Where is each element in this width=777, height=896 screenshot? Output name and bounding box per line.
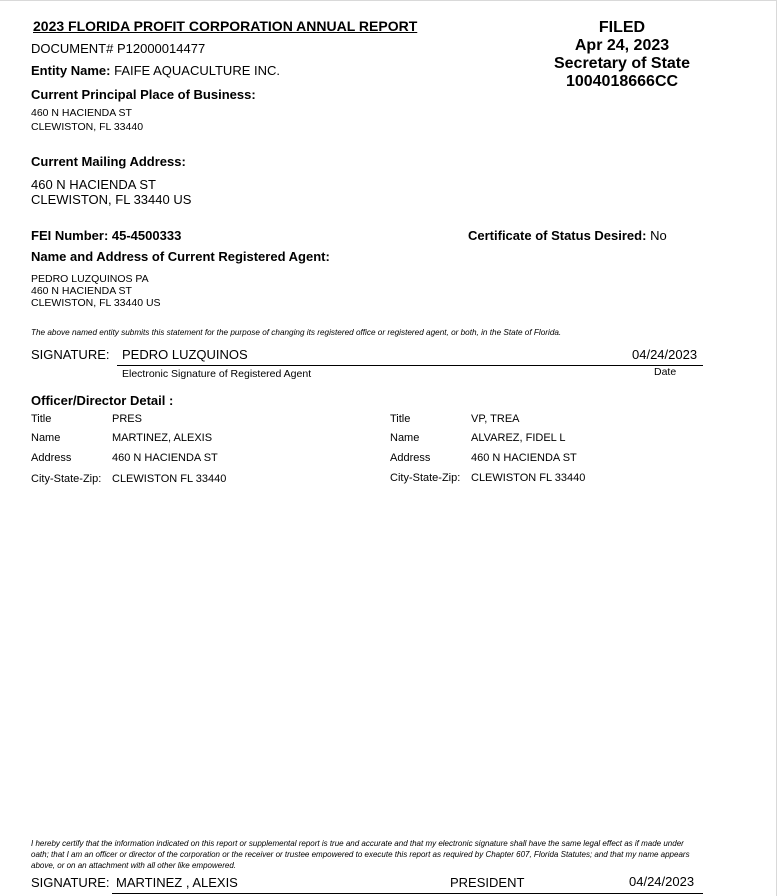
officer-1-csz: CLEWISTON FL 33440 — [112, 473, 227, 485]
agent-signature-date: 04/24/2023 — [632, 347, 698, 362]
officer-1-address-label: Address — [31, 452, 72, 464]
principal-address-label: Current Principal Place of Business: — [31, 87, 256, 102]
officer-2-address: 460 N HACIENDA ST — [471, 452, 577, 464]
officer-signature-name: MARTINEZ , ALEXIS — [116, 875, 238, 890]
principal-address-line1: 460 N HACIENDA ST — [31, 107, 132, 119]
registered-agent-line1: PEDRO LUZQUINOS PA — [31, 273, 149, 285]
officer-signature-date: 04/24/2023 — [629, 874, 695, 889]
registered-agent-line3: CLEWISTON, FL 33440 US — [31, 297, 161, 309]
agent-signature-date-caption: Date — [654, 366, 677, 378]
officer-2-title-label: Title — [390, 413, 411, 425]
mailing-address-line2: CLEWISTON, FL 33440 US — [31, 192, 192, 207]
filed-stamp — [540, 19, 704, 91]
officer-2-title: VP, TREA — [471, 413, 520, 425]
officer-2-name-label: Name — [390, 432, 420, 444]
agent-signature-name: PEDRO LUZQUINOS — [122, 347, 248, 362]
fei-number: FEI Number: 45-4500333 — [31, 228, 182, 243]
officer-signature-line — [112, 893, 703, 894]
officer-2-name: ALVAREZ, FIDEL L — [471, 432, 566, 444]
filed-date: Apr 24, 2023 — [574, 37, 670, 54]
officer-2-address-label: Address — [390, 452, 431, 464]
agent-statement: The above named entity submits this statement for the purpose of changing its registered office or registered agent, or both, in the State of Florida. — [31, 328, 562, 337]
certificate-status-row — [468, 228, 667, 243]
certificate-status-label: Certificate of Status Desired: — [468, 228, 647, 243]
report-title: 2023 FLORIDA PROFIT CORPORATION ANNUAL REPORT — [33, 18, 418, 34]
officer-1-name-label: Name — [31, 432, 61, 444]
filed-office: Secretary of State — [553, 55, 691, 72]
officer-signature-title: PRESIDENT — [450, 875, 525, 890]
principal-address-line2: CLEWISTON, FL 33440 — [31, 121, 144, 133]
agent-signature-label: SIGNATURE: — [31, 347, 110, 362]
certification-statement: I hereby certify that the information indicated on this report or supplemental report is true and accurate and that my electronic signature shall have the same legal effect as if made under oath; that I am an officer or director of the corporation or the receiver or trustee empowered to execute this report as required by Chapter 607, Florida Statutes; and that my name appears above, or on an attachment with all other like empowered. — [31, 839, 690, 870]
entity-name-row — [31, 63, 280, 78]
officer-2-csz: CLEWISTON FL 33440 — [471, 472, 586, 484]
registered-agent-label: Name and Address of Current Registered Agent: — [31, 249, 330, 264]
officer-1-title-label: Title — [31, 413, 52, 425]
officer-1-csz-label: City-State-Zip: — [31, 473, 102, 485]
officer-1-name: MARTINEZ, ALEXIS — [112, 432, 213, 444]
filed-number: 1004018666CC — [565, 73, 679, 90]
registered-agent-line2: 460 N HACIENDA ST — [31, 285, 132, 297]
entity-name-value: FAIFE AQUACULTURE INC. — [114, 63, 280, 78]
filed-status: FILED — [598, 19, 646, 36]
page-border-top — [0, 0, 777, 1]
agent-signature-caption: Electronic Signature of Registered Agent — [122, 368, 312, 380]
certificate-status-value: No — [650, 228, 667, 243]
document-number-value: P12000014477 — [116, 41, 206, 56]
officer-1-title: PRES — [112, 413, 142, 425]
officer-1-address: 460 N HACIENDA ST — [112, 452, 218, 464]
officer-detail-label: Officer/Director Detail : — [31, 393, 174, 408]
entity-name-label: Entity Name: — [31, 63, 111, 78]
agent-signature-line — [117, 365, 703, 366]
mailing-address-line1: 460 N HACIENDA ST — [31, 177, 156, 192]
document-number-row — [31, 41, 205, 56]
officer-signature-label: SIGNATURE: — [31, 875, 110, 890]
officer-2-csz-label: City-State-Zip: — [390, 472, 461, 484]
mailing-address-label: Current Mailing Address: — [31, 154, 186, 169]
document-number-label: DOCUMENT# — [31, 41, 114, 56]
